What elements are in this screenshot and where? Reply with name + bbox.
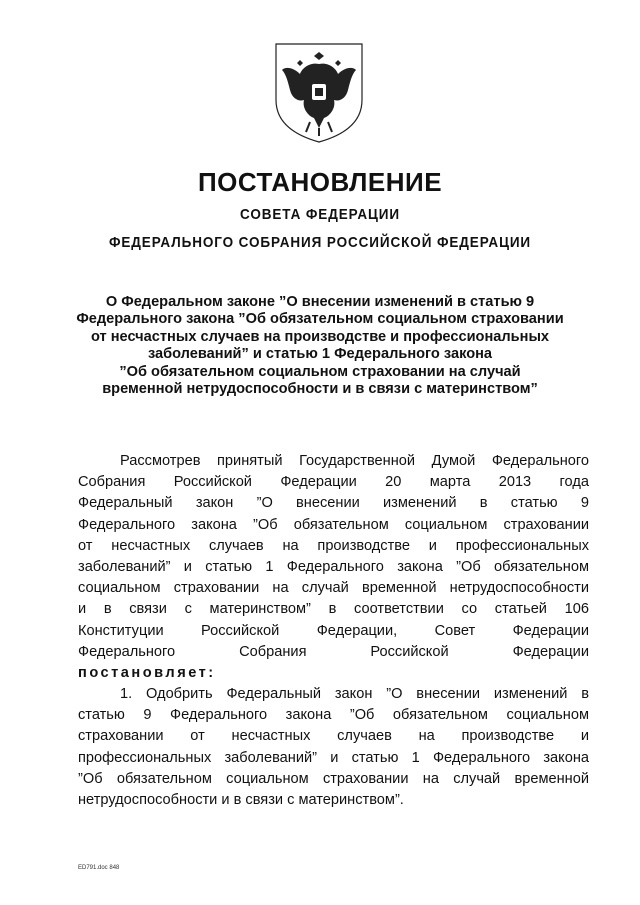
paragraph-line: 1. Одобрить Федеральный закон ”О внесении изменений в xyxy=(120,686,589,702)
resolution-heading xyxy=(58,294,582,398)
paragraph-line: Конституции Российской Федерации, Совет Федерации xyxy=(78,622,589,639)
heading-line: от несчастных случаев на производстве и профессиональных xyxy=(90,328,550,345)
paragraph-line: Собрания Российской Федерации 20 марта 2013 года xyxy=(78,474,589,491)
paragraph-line: ”Об обязательном социальном страховании на случай временной xyxy=(78,770,589,787)
article-1-paragraph xyxy=(78,684,589,811)
paragraph-line: Федеральный закон ”О внесении изменений в статью 9 xyxy=(78,495,589,512)
paragraph-line: профессиональных заболеваний” и статью 1 Федерального закона xyxy=(78,749,589,766)
heading-line: временной нетрудоспособности и в связи с материнством” xyxy=(102,381,538,398)
preamble-paragraph xyxy=(78,451,589,684)
paragraph-line: Рассмотрев принятый Государственной Думой Федерального xyxy=(120,453,589,469)
paragraph-line: Федерального закона ”Об обязательном социальном страховании xyxy=(78,516,589,533)
heading-line: ”Об обязательном социальном страховании на случай xyxy=(119,363,521,380)
paragraph-line: заболеваний” и статью 1 Федерального закона ”Об обязательном xyxy=(78,559,589,576)
resolves-word: постановляет: xyxy=(78,665,216,682)
paragraph-line: нетрудоспособности и в связи с материнством”. xyxy=(78,792,404,809)
paragraph-line: страховании от несчастных случаев на производстве и xyxy=(78,728,589,745)
document-subtitle-council: СОВЕТА ФЕДЕРАЦИИ xyxy=(240,206,400,223)
paragraph-line: статью 9 Федерального закона ”Об обязательном социальном xyxy=(78,707,589,724)
paragraph-line: Федерального Собрания Российской Федерации xyxy=(78,643,589,660)
coat-of-arms-icon xyxy=(270,38,368,146)
paragraph-line: социальном страховании на случай временной нетрудоспособности xyxy=(78,580,589,597)
paragraph-line: от несчастных случаев на производстве и профессиональных xyxy=(78,537,589,554)
document-footer-code: ED791.doc 848 xyxy=(78,865,120,871)
document-subtitle-assembly: ФЕДЕРАЛЬНОГО СОБРАНИЯ РОССИЙСКОЙ ФЕДЕРАЦИИ xyxy=(108,234,532,251)
heading-line: заболеваний” и статью 1 Федерального закона xyxy=(147,346,493,363)
document-title: ПОСТАНОВЛЕНИЕ xyxy=(197,167,443,197)
paragraph-line: и в связи с материнством” в соответствии со статьей 106 xyxy=(78,601,589,618)
heading-line: О Федеральном законе ”О внесении изменений в статью 9 xyxy=(105,294,535,310)
heading-line: Федерального закона ”Об обязательном социальном страховании xyxy=(76,311,564,328)
